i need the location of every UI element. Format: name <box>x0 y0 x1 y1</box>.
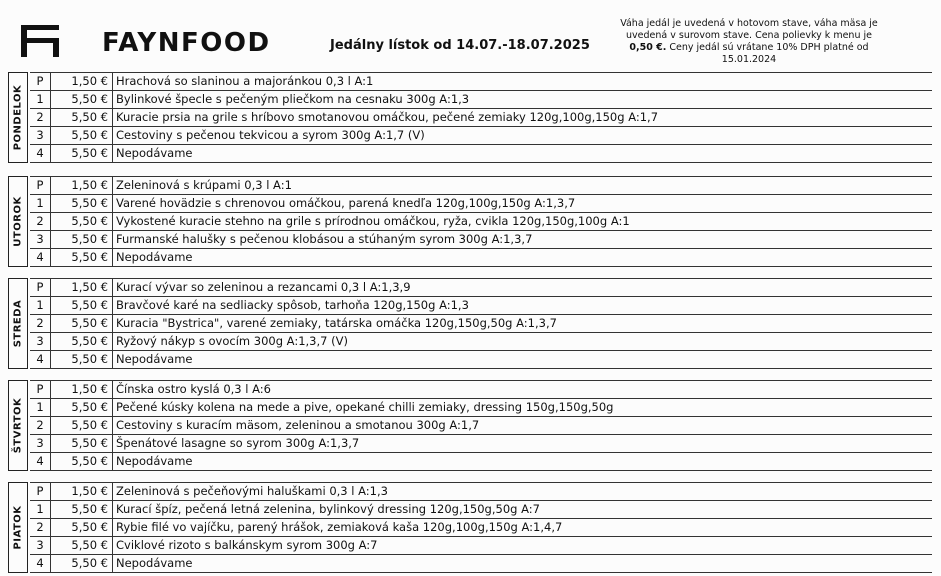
item-price: 5,50 € <box>51 213 113 230</box>
item-number: 2 <box>30 109 51 126</box>
item-price: 1,50 € <box>51 279 113 296</box>
item-price: 5,50 € <box>51 417 113 434</box>
day-label <box>8 176 28 267</box>
day-label <box>8 380 28 471</box>
day-items <box>30 380 932 471</box>
menu-row <box>30 249 932 267</box>
menu-row <box>30 278 932 297</box>
day-name: UTOROK <box>12 196 24 247</box>
item-number: 2 <box>30 315 51 332</box>
note-line-4: 15.01.2024 <box>721 54 777 65</box>
item-price: 1,50 € <box>51 73 113 90</box>
item-dish: Hrachová so slaninou a majoránkou 0,3 l A:1 <box>116 74 374 88</box>
item-dish: Kurací vývar so zeleninou a rezancami 0,3 l A:1,3,9 <box>116 280 411 294</box>
item-price: 5,50 € <box>51 435 113 452</box>
item-dish: Nepodávame <box>116 250 193 264</box>
note-line-1: Váha jedál je uvedená v hotovom stave, váha mäsa je <box>620 18 878 29</box>
item-number: 3 <box>30 435 51 452</box>
menu-header <box>0 0 941 72</box>
menu-row <box>30 501 932 519</box>
item-number: P <box>30 483 51 500</box>
item-dish: Cviklové rizoto s balkánskym syrom 300g A:7 <box>116 538 378 552</box>
item-dish: Nepodávame <box>116 352 193 366</box>
item-price: 5,50 € <box>51 109 113 126</box>
menu-row <box>30 417 932 435</box>
item-number: P <box>30 73 51 90</box>
item-dish: Zeleninová s pečeňovými haluškami 0,3 l A:1,3 <box>116 484 388 498</box>
item-price: 5,50 € <box>51 127 113 144</box>
menu-row <box>30 519 932 537</box>
menu-row <box>30 435 932 453</box>
item-number: 2 <box>30 213 51 230</box>
menu-row <box>30 351 932 369</box>
note-line-3: Ceny jedál sú vrátane 10% DPH platné od <box>666 42 869 53</box>
info-note <box>590 18 908 66</box>
day-items <box>30 176 932 267</box>
item-dish: Kurací špíz, pečená letná zelenina, bylinkový dressing 120g,150g,50g A:7 <box>116 502 540 516</box>
item-number: 1 <box>30 501 51 518</box>
item-number: 3 <box>30 231 51 248</box>
day-items <box>30 278 932 369</box>
item-dish: Furmanské halušky s pečenou klobásou a stúhaným syrom 300g A:1,3,7 <box>116 232 533 246</box>
item-price: 5,50 € <box>51 555 113 572</box>
item-price: 5,50 € <box>51 315 113 332</box>
item-number: 1 <box>30 91 51 108</box>
item-price: 5,50 € <box>51 399 113 416</box>
item-number: 4 <box>30 145 51 162</box>
day-name: ŠTVRTOK <box>12 397 24 454</box>
item-number: 3 <box>30 333 51 350</box>
menu-row <box>30 380 932 399</box>
item-dish: Čínska ostro kyslá 0,3 l A:6 <box>116 382 271 396</box>
item-price: 5,50 € <box>51 519 113 536</box>
menu-row <box>30 482 932 501</box>
item-dish: Bravčové karé na sedliacky spôsob, tarhoňa 120g,150g A:1,3 <box>116 298 469 312</box>
item-dish: Kuracie prsia na grile s hríbovo smotanovou omáčkou, pečené zemiaky 120g,100g,150g A:1,7 <box>116 110 659 124</box>
menu-title: Jedálny lístok od 14.07.-18.07.2025 <box>330 38 590 53</box>
menu-row <box>30 399 932 417</box>
item-number: 4 <box>30 249 51 266</box>
day-label <box>8 482 28 573</box>
item-number: 4 <box>30 351 51 368</box>
item-dish: Ryžový nákyp s ovocím 300g A:1,3,7 (V) <box>116 334 348 348</box>
day-label <box>8 72 28 163</box>
day-name: PIATOK <box>12 505 24 550</box>
item-price: 5,50 € <box>51 195 113 212</box>
note-soup-price: 0,50 €. <box>629 42 667 53</box>
item-number: P <box>30 381 51 398</box>
item-dish: Rybie filé vo vajíčku, parený hrášok, zemiaková kaša 120g,100g,150g A:1,4,7 <box>116 520 563 534</box>
item-dish: Špenátové lasagne so syrom 300g A:1,3,7 <box>116 436 360 450</box>
item-number: 1 <box>30 195 51 212</box>
item-price: 5,50 € <box>51 333 113 350</box>
item-number: 4 <box>30 555 51 572</box>
menu-row <box>30 537 932 555</box>
item-dish: Pečené kúsky kolena na mede a pive, opekané chilli zemiaky, dressing 150g,150g,50g <box>116 400 614 414</box>
menu-row <box>30 145 932 163</box>
item-dish: Nepodávame <box>116 454 193 468</box>
item-price: 1,50 € <box>51 177 113 194</box>
item-price: 1,50 € <box>51 381 113 398</box>
menu-row <box>30 555 932 573</box>
item-number: 4 <box>30 453 51 470</box>
item-dish: Vykostené kuracie stehno na grile s prírodnou omáčkou, ryža, cvikla 120g,150g,100g A:1 <box>116 214 630 228</box>
item-number: P <box>30 177 51 194</box>
item-price: 5,50 € <box>51 453 113 470</box>
menu-row <box>30 195 932 213</box>
item-number: 1 <box>30 399 51 416</box>
item-number: 3 <box>30 537 51 554</box>
item-dish: Kuracia "Bystrica", varené zemiaky, tatárska omáčka 120g,150g,50g A:1,3,7 <box>116 316 557 330</box>
item-price: 1,50 € <box>51 483 113 500</box>
brand-name: FAYNFOOD <box>102 28 271 58</box>
day-items <box>30 482 932 573</box>
item-price: 5,50 € <box>51 145 113 162</box>
item-dish: Cestoviny s pečenou tekvicou a syrom 300g A:1,7 (V) <box>116 128 425 142</box>
item-price: 5,50 € <box>51 91 113 108</box>
day-label <box>8 278 28 369</box>
item-price: 5,50 € <box>51 231 113 248</box>
item-number: P <box>30 279 51 296</box>
item-dish: Nepodávame <box>116 146 193 160</box>
faynfood-logo-icon <box>20 24 60 58</box>
item-number: 2 <box>30 519 51 536</box>
item-dish: Cestoviny s kuracím mäsom, zeleninou a smotanou 300g A:1,7 <box>116 418 480 432</box>
menu-row <box>30 297 932 315</box>
item-dish: Nepodávame <box>116 556 193 570</box>
item-dish: Bylinkové špecle s pečeným pliečkom na cesnaku 300g A:1,3 <box>116 92 470 106</box>
item-dish: Zeleninová s krúpami 0,3 l A:1 <box>116 178 292 192</box>
day-items <box>30 72 932 163</box>
item-price: 5,50 € <box>51 297 113 314</box>
menu-row <box>30 231 932 249</box>
menu-row <box>30 453 932 471</box>
menu-row <box>30 91 932 109</box>
menu-row <box>30 176 932 195</box>
day-name: PONDELOK <box>12 84 24 151</box>
item-number: 3 <box>30 127 51 144</box>
item-price: 5,50 € <box>51 537 113 554</box>
note-line-2: uvedená v surovom stave. Cena polievky k menu je <box>626 30 872 41</box>
menu-row <box>30 72 932 91</box>
menu-row <box>30 213 932 231</box>
item-price: 5,50 € <box>51 249 113 266</box>
item-price: 5,50 € <box>51 351 113 368</box>
item-number: 1 <box>30 297 51 314</box>
menu-row <box>30 315 932 333</box>
item-dish: Varené hovädzie s chrenovou omáčkou, parená knedľa 120g,100g,150g A:1,3,7 <box>116 196 576 210</box>
menu-row <box>30 333 932 351</box>
menu-row <box>30 109 932 127</box>
item-price: 5,50 € <box>51 501 113 518</box>
item-number: 2 <box>30 417 51 434</box>
menu-row <box>30 127 932 145</box>
day-name: STREDA <box>12 299 24 348</box>
